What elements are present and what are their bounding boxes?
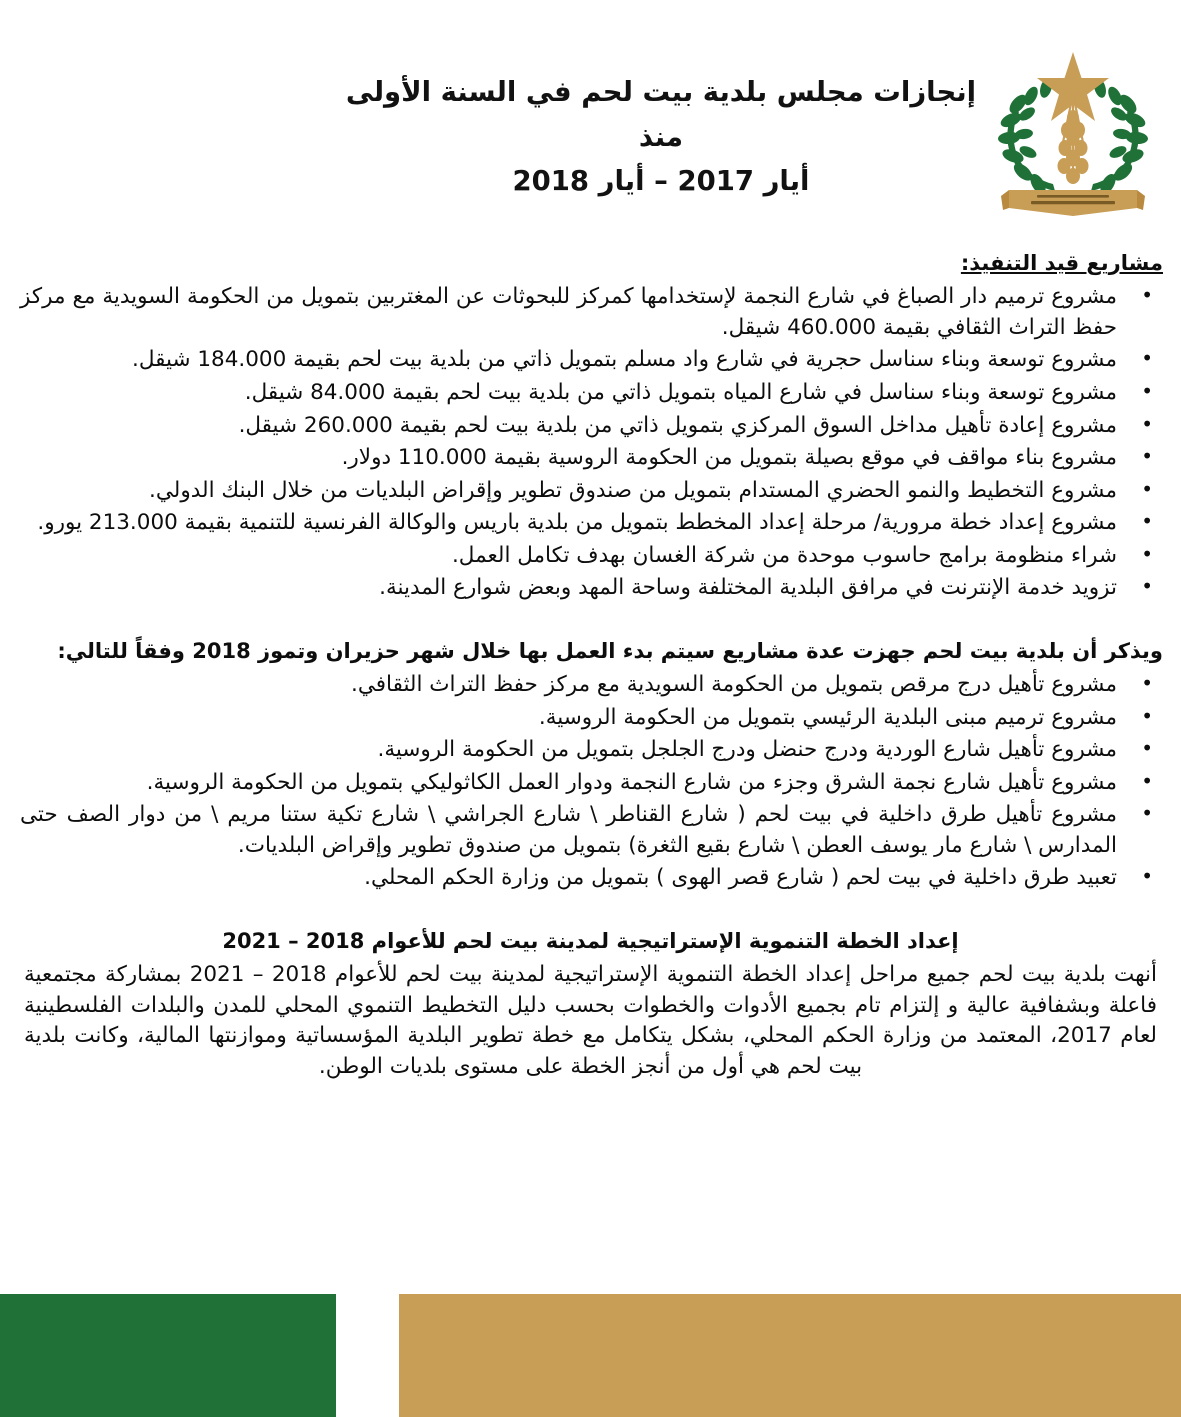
list-item: • تزويد خدمة الإنترنت في مرافق البلدية المختلفة وساحة المهد وبعض شوارع المدينة. (18, 573, 1163, 604)
list-item: • مشروع التخطيط والنمو الحضري المستدام بتمويل من صندوق تطوير وإقراض البلديات من خلال البنك الدولي. (18, 476, 1163, 507)
footer-gold-bar (399, 1294, 1181, 1417)
list-item: • مشروع توسعة وبناء سناسل حجرية في شارع واد مسلم بتمويل ذاتي من بلدية بيت لحم بقيمة 184.000 شيقل. (18, 345, 1163, 376)
footer-green-bar (0, 1294, 336, 1417)
page-title-line-2: أيار 2017 – أيار 2018 (512, 165, 810, 198)
section-spacer (18, 896, 1163, 926)
document-body (18, 248, 1163, 1082)
document-header (0, 46, 1181, 221)
list-item: • مشروع تأهيل شارع نجمة الشرق وجزء من شارع النجمة ودوار العمل الكاثوليكي بتمويل من الحكومة الروسية. (18, 768, 1163, 799)
section-heading-strategic-plan: إعداد الخطة التنموية الإستراتيجية لمدينة بيت لحم للأعوام 2018 – 2021 (222, 928, 959, 953)
page-title-line-1: إنجازات مجلس بلدية بيت لحم في السنة الأولى منذ (345, 76, 977, 153)
section-strategic-plan (18, 926, 1163, 1083)
list-item: • مشروع تأهيل شارع الوردية ودرج حنضل ودرج الجلجل بتمويل من الحكومة الروسية. (18, 735, 1163, 766)
page-title (341, 70, 981, 204)
section-upcoming-projects (18, 636, 1163, 894)
list-item: • تعبيد طرق داخلية في بيت لحم ( شارع قصر الهوى ) بتمويل من وزارة الحكم المحلي. (18, 863, 1163, 894)
section-ongoing-projects (18, 248, 1163, 604)
list-item: • مشروع بناء مواقف في موقع بصيلة بتمويل من الحكومة الروسية بقيمة 110.000 دولار. (18, 443, 1163, 474)
list-item: • مشروع تأهيل طرق داخلية في بيت لحم ( شارع القناطر \ شارع الجراشي \ شارع تكية ستنا مريم \ من دوار الصف حتى المدارس \ شارع مار يوسف العطن \ شارع بقيع الثغرة) بتمويل من صندوق تطوير وإقراض البلديات. (18, 800, 1163, 861)
bethlehem-municipality-emblem-icon (993, 46, 1153, 221)
section-heading-ongoing-projects: مشاريع قيد التنفيذ: (960, 251, 1163, 275)
list-item: • مشروع إعادة تأهيل مداخل السوق المركزي بتمويل ذاتي من بلدية بيت لحم بقيمة 260.000 شيقل. (18, 411, 1163, 442)
section-spacer (18, 606, 1163, 636)
section-heading-upcoming-projects: ويذكر أن بلدية بيت لحم جهزت عدة مشاريع سيتم بدء العمل بها خلال شهر حزيران وتموز 2018 وفقاً للتالي: (57, 638, 1163, 663)
list-item: • مشروع ترميم مبنى البلدية الرئيسي بتمويل من الحكومة الروسية. (18, 703, 1163, 734)
list-item: • شراء منظومة برامج حاسوب موحدة من شركة الغسان بهدف تكامل العمل. (18, 541, 1163, 572)
strategic-plan-paragraph: أنهت بلدية بيت لحم جميع مراحل إعداد الخطة التنموية الإستراتيجية لمدينة بيت لحم للأعوام 2018 – 2021 بمشاركة مجتمعية فاعلة وبشفافية عالية و إلتزام تام بجميع الأدوات والخطوات بحسب دليل التخطيط التنموي المحلي للمدن والبلدات الفلسطينية لعام 2017، المعتمد من وزارة الحكم المحلي، بشكل يتكامل مع خطة تطوير البلدية المؤسساتية وموازنتها المالية، وكانت بلدية بيت لحم هي أول من أنجز الخطة على مستوى بلديات الوطن. (24, 962, 1157, 1079)
list-item: • مشروع إعداد خطة مرورية/ مرحلة إعداد المخطط بتمويل من بلدية باريس والوكالة الفرنسية للتنمية بقيمة 213.000 يورو. (18, 508, 1163, 539)
upcoming-projects-list (18, 670, 1163, 894)
list-item: • مشروع توسعة وبناء سناسل في شارع المياه بتمويل ذاتي من بلدية بيت لحم بقيمة 84.000 شيقل. (18, 378, 1163, 409)
ongoing-projects-list (18, 282, 1163, 603)
list-item: • مشروع تأهيل درج مرقص بتمويل من الحكومة السويدية مع مركز حفظ التراث الثقافي. (18, 670, 1163, 701)
list-item: • مشروع ترميم دار الصباغ في شارع النجمة لإستخدامها كمركز للبحوثات عن المغتربين بتمويل من الحكومة السويدية مع مركز حفظ التراث الثقافي بقيمة 460.000 شيقل. (18, 282, 1163, 343)
